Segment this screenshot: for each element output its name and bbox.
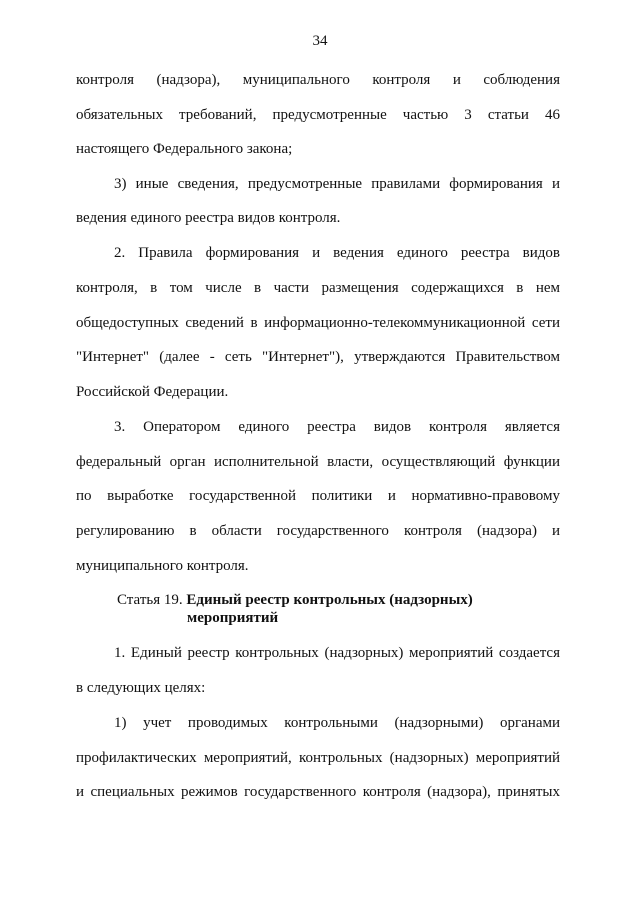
article-prefix: Статья 19.: [117, 592, 183, 608]
text-line: 3) иные сведения, предусмотренные правилами формирования и: [114, 176, 560, 192]
text-line: муниципального контроля.: [76, 558, 249, 574]
text-line: 3. Оператором единого реестра видов контроля является: [114, 419, 560, 435]
text-line: Российской Федерации.: [76, 384, 229, 400]
text-line: ведения единого реестра видов контроля.: [76, 210, 341, 226]
text-line: по выработке государственной политики и нормативно-правовому: [76, 488, 560, 504]
text-line: контроля, в том числе в части размещения содержащихся в нем: [76, 280, 560, 296]
text-line: контроля (надзора), муниципального контроля и соблюдения: [76, 72, 560, 88]
article-title: Единый реестр контрольных (надзорных): [186, 592, 473, 608]
text-line: 1) учет проводимых контрольными (надзорными) органами: [114, 715, 560, 731]
text-line: 2. Правила формирования и ведения единого реестра видов: [114, 245, 560, 261]
text-line: обязательных требований, предусмотренные частью 3 статьи 46: [76, 107, 560, 123]
article-heading: [117, 591, 473, 609]
text-line: общедоступных сведений в информационно-телекоммуникационной сети: [76, 315, 560, 331]
text-line: профилактических мероприятий, контрольных (надзорных) мероприятий: [76, 750, 560, 766]
text-line: в следующих целях:: [76, 680, 206, 696]
text-line: регулированию в области государственного контроля (надзора) и: [76, 523, 560, 539]
text-line: и специальных режимов государственного контроля (надзора), принятых: [76, 784, 560, 800]
text-line: федеральный орган исполнительной власти, осуществляющий функции: [76, 454, 560, 470]
text-line: "Интернет" (далее - сеть "Интернет"), утверждаются Правительством: [76, 349, 560, 365]
article-title-continued: мероприятий: [187, 610, 279, 626]
text-line: настоящего Федерального закона;: [76, 141, 293, 157]
text-line: 1. Единый реестр контрольных (надзорных) мероприятий создается: [114, 645, 560, 661]
page-number: 34: [312, 33, 328, 49]
